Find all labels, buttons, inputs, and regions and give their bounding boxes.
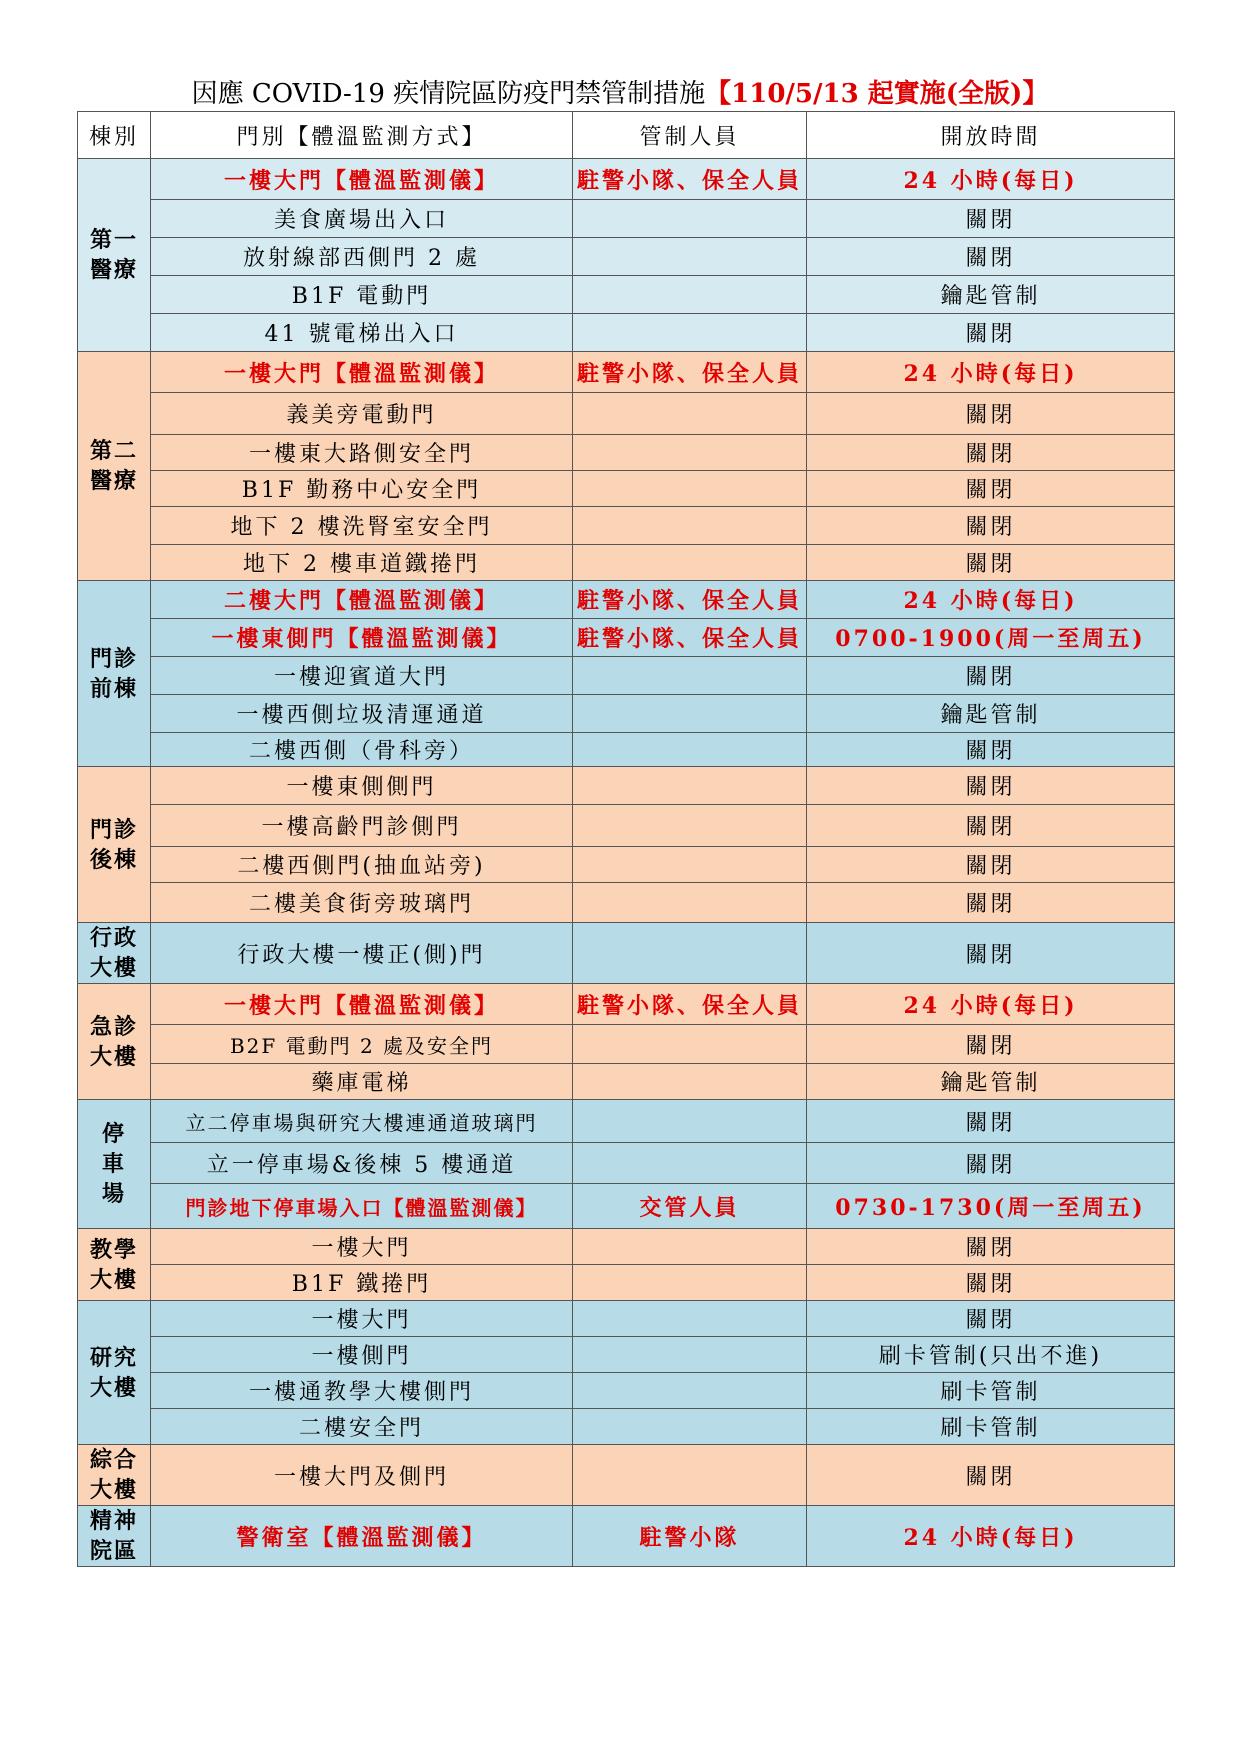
table-row [78, 1373, 1175, 1409]
door-cell: 一樓大門【體溫監測儀】 [151, 159, 573, 200]
staff-cell [573, 1265, 807, 1301]
hours-cell: 24 小時(每日) [807, 984, 1175, 1025]
door-cell: B1F 電動門 [151, 276, 573, 314]
building-cell: 精神 院區 [78, 1506, 151, 1567]
hours-cell: 刷卡管制 [807, 1409, 1175, 1445]
staff-cell: 駐警小隊、保全人員 [573, 159, 807, 200]
staff-cell [573, 471, 807, 507]
hours-cell: 關閉 [807, 657, 1175, 695]
door-cell: 立二停車場與研究大樓連通道玻璃門 [151, 1100, 573, 1143]
staff-cell [573, 733, 807, 767]
hours-cell: 24 小時(每日) [807, 159, 1175, 200]
staff-cell [573, 1143, 807, 1184]
table-row [78, 1184, 1175, 1229]
header-building: 棟別 [78, 112, 151, 159]
staff-cell [573, 1229, 807, 1265]
table-row [78, 352, 1175, 393]
door-cell: 藥庫電梯 [151, 1064, 573, 1100]
title-main: 因應 COVID-19 疾情院區防疫門禁管制措施 [191, 79, 706, 109]
staff-cell: 駐警小隊、保全人員 [573, 619, 807, 657]
door-cell: 放射線部西側門 2 處 [151, 238, 573, 276]
staff-cell [573, 657, 807, 695]
table-row [78, 581, 1175, 619]
table-row [78, 1301, 1175, 1337]
hours-cell: 關閉 [807, 393, 1175, 435]
table-row [78, 1100, 1175, 1143]
door-cell: B2F 電動門 2 處及安全門 [151, 1025, 573, 1064]
hours-cell: 0700-1900(周一至周五) [807, 619, 1175, 657]
hours-cell: 關閉 [807, 805, 1175, 847]
door-cell: 一樓東側門【體溫監測儀】 [151, 619, 573, 657]
table-row [78, 1064, 1175, 1100]
hours-cell: 24 小時(每日) [807, 352, 1175, 393]
table-row [78, 847, 1175, 883]
building-cell: 研究 大樓 [78, 1301, 151, 1445]
table-row [78, 238, 1175, 276]
door-cell: 一樓大門【體溫監測儀】 [151, 984, 573, 1025]
table-row [78, 1409, 1175, 1445]
building-cell: 第二 醫療 [78, 352, 151, 581]
door-cell: 二樓大門【體溫監測儀】 [151, 581, 573, 619]
building-cell: 急診 大樓 [78, 984, 151, 1100]
table-row [78, 1025, 1175, 1064]
hours-cell: 關閉 [807, 767, 1175, 805]
staff-cell [573, 1409, 807, 1445]
table-row [78, 200, 1175, 238]
table-row [78, 1337, 1175, 1373]
door-cell: 一樓迎賓道大門 [151, 657, 573, 695]
header-row [78, 112, 1175, 159]
door-cell: 二樓美食街旁玻璃門 [151, 883, 573, 923]
table-row [78, 657, 1175, 695]
door-cell: 41 號電梯出入口 [151, 314, 573, 352]
header-hours: 開放時間 [807, 112, 1175, 159]
door-cell: 二樓西側（骨科旁） [151, 733, 573, 767]
staff-cell [573, 1301, 807, 1337]
table-row [78, 507, 1175, 545]
hours-cell: 關閉 [807, 314, 1175, 352]
staff-cell: 駐警小隊、保全人員 [573, 984, 807, 1025]
staff-cell [573, 767, 807, 805]
hours-cell: 關閉 [807, 1025, 1175, 1064]
staff-cell [573, 314, 807, 352]
building-cell: 綜合 大樓 [78, 1445, 151, 1506]
table-row [78, 805, 1175, 847]
hours-cell: 關閉 [807, 507, 1175, 545]
door-cell: 門診地下停車場入口【體溫監測儀】 [151, 1184, 573, 1229]
hours-cell: 關閉 [807, 733, 1175, 767]
door-cell: 一樓通教學大樓側門 [151, 1373, 573, 1409]
table-row [78, 695, 1175, 733]
building-cell: 門診 後棟 [78, 767, 151, 923]
table-row [78, 471, 1175, 507]
door-cell: 一樓大門 [151, 1229, 573, 1265]
staff-cell [573, 1337, 807, 1373]
table-row [78, 1265, 1175, 1301]
table-row [78, 435, 1175, 471]
header-door: 門別【體溫監測方式】 [151, 112, 573, 159]
staff-cell: 駐警小隊 [573, 1506, 807, 1567]
staff-cell [573, 1373, 807, 1409]
hours-cell: 關閉 [807, 1100, 1175, 1143]
staff-cell: 駐警小隊、保全人員 [573, 581, 807, 619]
door-cell: 立一停車場&後棟 5 樓通道 [151, 1143, 573, 1184]
table-row [78, 619, 1175, 657]
table-row [78, 923, 1175, 984]
hours-cell: 關閉 [807, 1229, 1175, 1265]
staff-cell [573, 1064, 807, 1100]
staff-cell [573, 1100, 807, 1143]
staff-cell [573, 923, 807, 984]
building-cell: 門診 前棟 [78, 581, 151, 767]
hours-cell: 關閉 [807, 200, 1175, 238]
table-row [78, 984, 1175, 1025]
table-row [78, 1445, 1175, 1506]
door-cell: 一樓大門【體溫監測儀】 [151, 352, 573, 393]
door-cell: 一樓側門 [151, 1337, 573, 1373]
hours-cell: 關閉 [807, 471, 1175, 507]
door-cell: 地下 2 樓洗腎室安全門 [151, 507, 573, 545]
staff-cell [573, 393, 807, 435]
door-cell: 一樓大門及側門 [151, 1445, 573, 1506]
staff-cell [573, 1445, 807, 1506]
hours-cell: 關閉 [807, 1301, 1175, 1337]
table-row [78, 276, 1175, 314]
staff-cell [573, 695, 807, 733]
door-cell: 義美旁電動門 [151, 393, 573, 435]
hours-cell: 24 小時(每日) [807, 581, 1175, 619]
hours-cell: 鑰匙管制 [807, 1064, 1175, 1100]
door-cell: 一樓東大路側安全門 [151, 435, 573, 471]
hours-cell: 關閉 [807, 545, 1175, 581]
door-cell: 地下 2 樓車道鐵捲門 [151, 545, 573, 581]
staff-cell [573, 883, 807, 923]
staff-cell [573, 200, 807, 238]
door-cell: 二樓西側門(抽血站旁) [151, 847, 573, 883]
door-cell: 一樓大門 [151, 1301, 573, 1337]
table-row [78, 767, 1175, 805]
building-cell: 第一 醫療 [78, 159, 151, 352]
staff-cell [573, 545, 807, 581]
hours-cell: 關閉 [807, 923, 1175, 984]
hours-cell: 關閉 [807, 847, 1175, 883]
table-row [78, 159, 1175, 200]
staff-cell [573, 276, 807, 314]
staff-cell [573, 435, 807, 471]
hours-cell: 24 小時(每日) [807, 1506, 1175, 1567]
table-row [78, 733, 1175, 767]
building-cell: 行政 大樓 [78, 923, 151, 984]
hours-cell: 關閉 [807, 1143, 1175, 1184]
table-row [78, 1506, 1175, 1567]
door-cell: 一樓西側垃圾清運通道 [151, 695, 573, 733]
hours-cell: 關閉 [807, 1265, 1175, 1301]
table-row [78, 314, 1175, 352]
staff-cell [573, 805, 807, 847]
hours-cell: 鑰匙管制 [807, 276, 1175, 314]
staff-cell: 交管人員 [573, 1184, 807, 1229]
header-staff: 管制人員 [573, 112, 807, 159]
table-row [78, 545, 1175, 581]
building-cell: 停 車 場 [78, 1100, 151, 1229]
staff-cell: 駐警小隊、保全人員 [573, 352, 807, 393]
door-cell: 警衛室【體溫監測儀】 [151, 1506, 573, 1567]
table-row [78, 393, 1175, 435]
page-title [0, 74, 1240, 114]
hours-cell: 刷卡管制(只出不進) [807, 1337, 1175, 1373]
staff-cell [573, 507, 807, 545]
hours-cell: 關閉 [807, 238, 1175, 276]
hours-cell: 0730-1730(周一至周五) [807, 1184, 1175, 1229]
access-control-table [77, 111, 1175, 1567]
hours-cell: 鑰匙管制 [807, 695, 1175, 733]
staff-cell [573, 238, 807, 276]
hours-cell: 刷卡管制 [807, 1373, 1175, 1409]
door-cell: 二樓安全門 [151, 1409, 573, 1445]
staff-cell [573, 847, 807, 883]
door-cell: B1F 勤務中心安全門 [151, 471, 573, 507]
hours-cell: 關閉 [807, 435, 1175, 471]
door-cell: 行政大樓一樓正(側)門 [151, 923, 573, 984]
building-cell: 教學 大樓 [78, 1229, 151, 1301]
table-row [78, 883, 1175, 923]
door-cell: 一樓東側側門 [151, 767, 573, 805]
door-cell: B1F 鐵捲門 [151, 1265, 573, 1301]
title-highlight: 【110/5/13 起實施(全版)】 [705, 79, 1049, 109]
door-cell: 一樓高齡門診側門 [151, 805, 573, 847]
table-row [78, 1229, 1175, 1265]
table-row [78, 1143, 1175, 1184]
door-cell: 美食廣場出入口 [151, 200, 573, 238]
hours-cell: 關閉 [807, 1445, 1175, 1506]
staff-cell [573, 1025, 807, 1064]
hours-cell: 關閉 [807, 883, 1175, 923]
